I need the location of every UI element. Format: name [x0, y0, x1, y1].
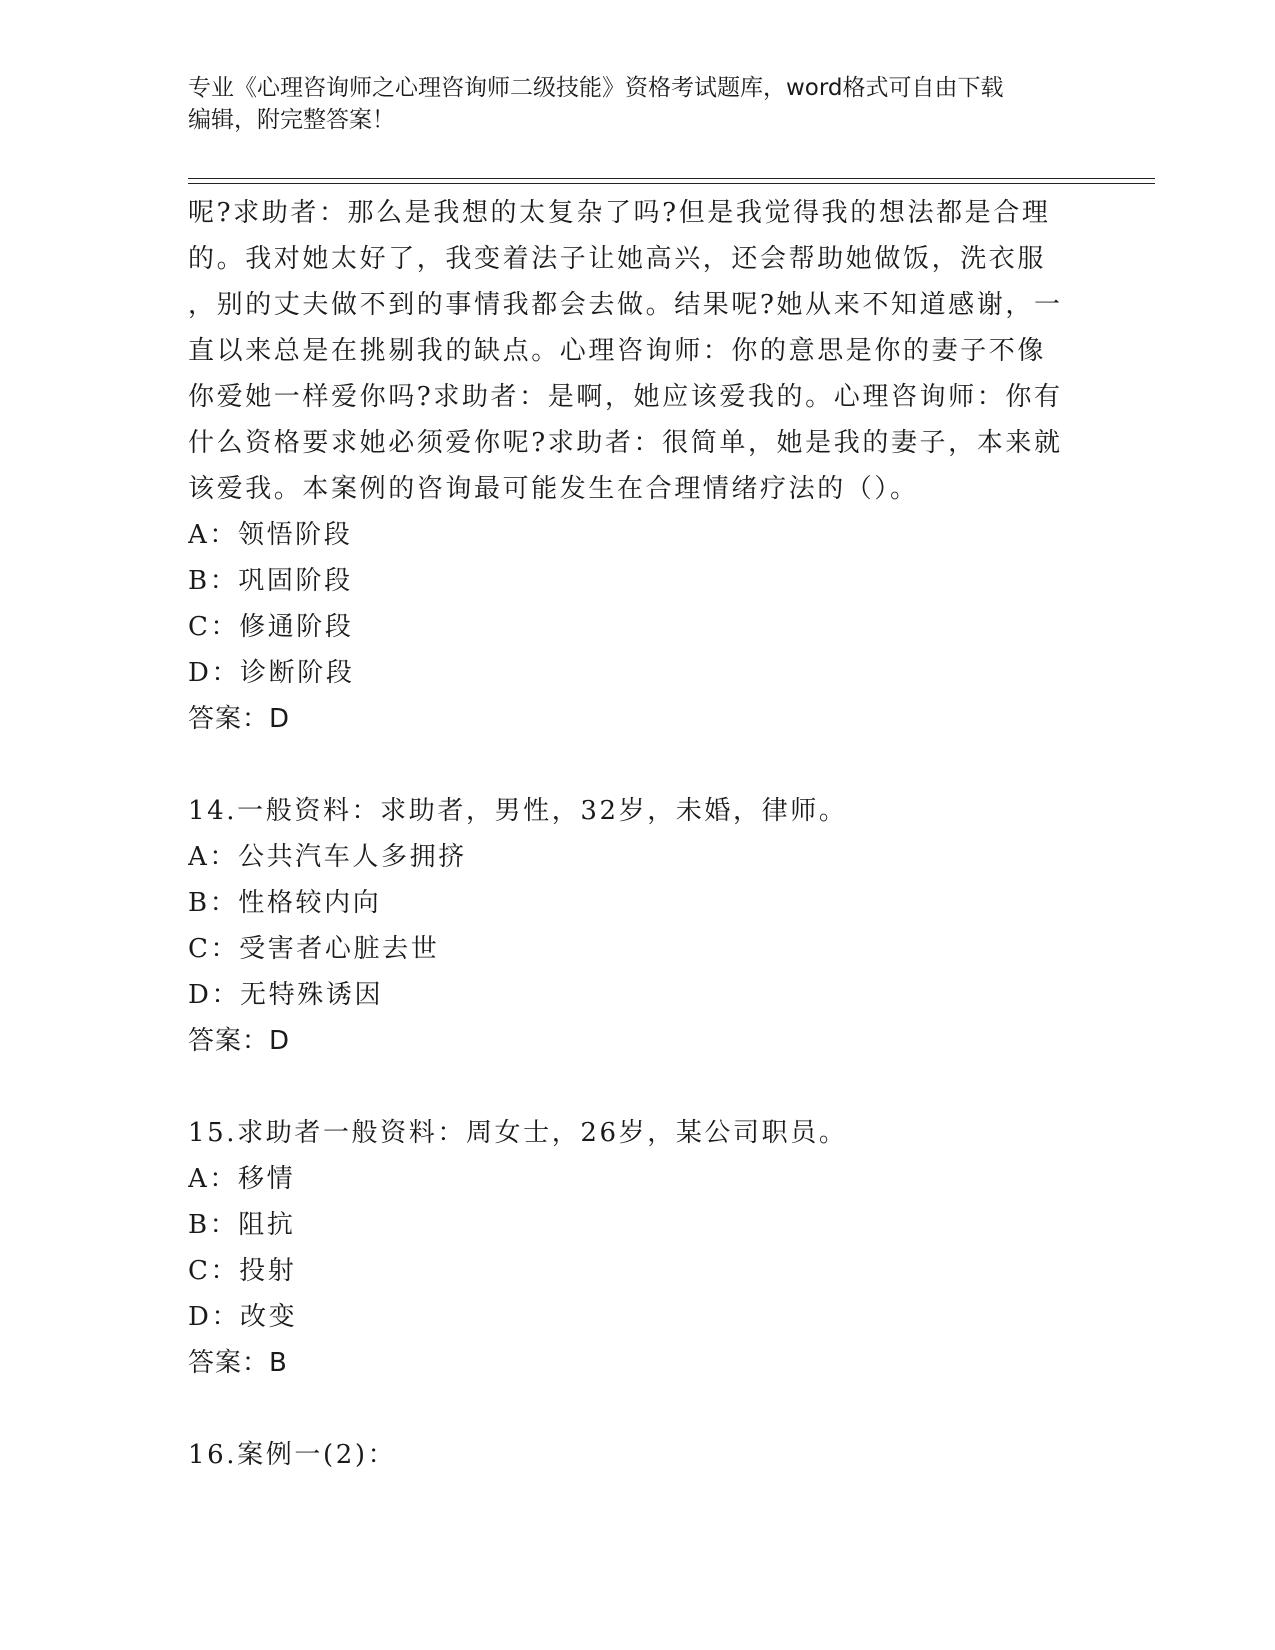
question-stem-line: 该爱我。本案例的咨询最可能发生在合理情绪疗法的（）。: [188, 474, 919, 504]
question-stem-line: 直以来总是在挑剔我的缺点。心理咨询师：你的意思是你的妻子不像: [188, 336, 1047, 366]
header-divider-bottom: [188, 183, 1155, 184]
header-line-2: 编辑，附完整答案！: [188, 107, 395, 133]
question-list: [188, 190, 1088, 1478]
question-stem-line: ，别的丈夫做不到的事情我都会去做。结果呢?她从来不知道感谢，一: [188, 290, 1063, 320]
option-d: D：改变: [188, 1302, 298, 1332]
option-a: A：公共汽车人多拥挤: [188, 842, 467, 872]
option-a: A：领悟阶段: [188, 520, 353, 550]
page-header: [188, 72, 1088, 136]
question-stem-line: 什么资格要求她必须爱你呢?求助者：很简单，她是我的妻子，本来就: [188, 428, 1063, 458]
option-b: B：性格较内向: [188, 888, 382, 918]
question-stem-line: 你爱她一样爱你吗?求助者：是啊，她应该爱我的。心理咨询师：你有: [188, 382, 1063, 412]
question-stem: 15.求助者一般资料：周女士，26岁，某公司职员。: [188, 1118, 848, 1148]
question-15: [188, 1110, 1088, 1386]
option-c: C：投射: [188, 1256, 297, 1286]
question-14: [188, 788, 1088, 1064]
question-16: [188, 1432, 1088, 1478]
question-stem-line: 的。我对她太好了，我变着法子让她高兴，还会帮助她做饭，洗衣服: [188, 244, 1047, 274]
answer-line: 答案：D: [188, 704, 291, 734]
answer-line: 答案：D: [188, 1026, 291, 1056]
question-stem: 16.案例一(2)：: [188, 1440, 397, 1470]
question-stem-line: 呢?求助者：那么是我想的太复杂了吗?但是我觉得我的想法都是合理: [188, 198, 1051, 228]
spacer: [188, 742, 1088, 788]
header-line-1: 专业《心理咨询师之心理咨询师二级技能》资格考试题库，word格式可自由下载: [188, 75, 1004, 101]
option-d: D：诊断阶段: [188, 658, 355, 688]
option-c: C：修通阶段: [188, 612, 354, 642]
option-b: B：巩固阶段: [188, 566, 353, 596]
option-d: D：无特殊诱因: [188, 980, 384, 1010]
spacer: [188, 1386, 1088, 1432]
question-13: [188, 190, 1088, 742]
spacer: [188, 1064, 1088, 1110]
answer-line: 答案：B: [188, 1348, 288, 1378]
option-c: C：受害者心脏去世: [188, 934, 440, 964]
option-a: A：移情: [188, 1164, 296, 1194]
header-divider-top: [188, 178, 1155, 179]
option-b: B：阻抗: [188, 1210, 296, 1240]
question-stem: 14.一般资料：求助者，男性，32岁，未婚，律师。: [188, 796, 848, 826]
